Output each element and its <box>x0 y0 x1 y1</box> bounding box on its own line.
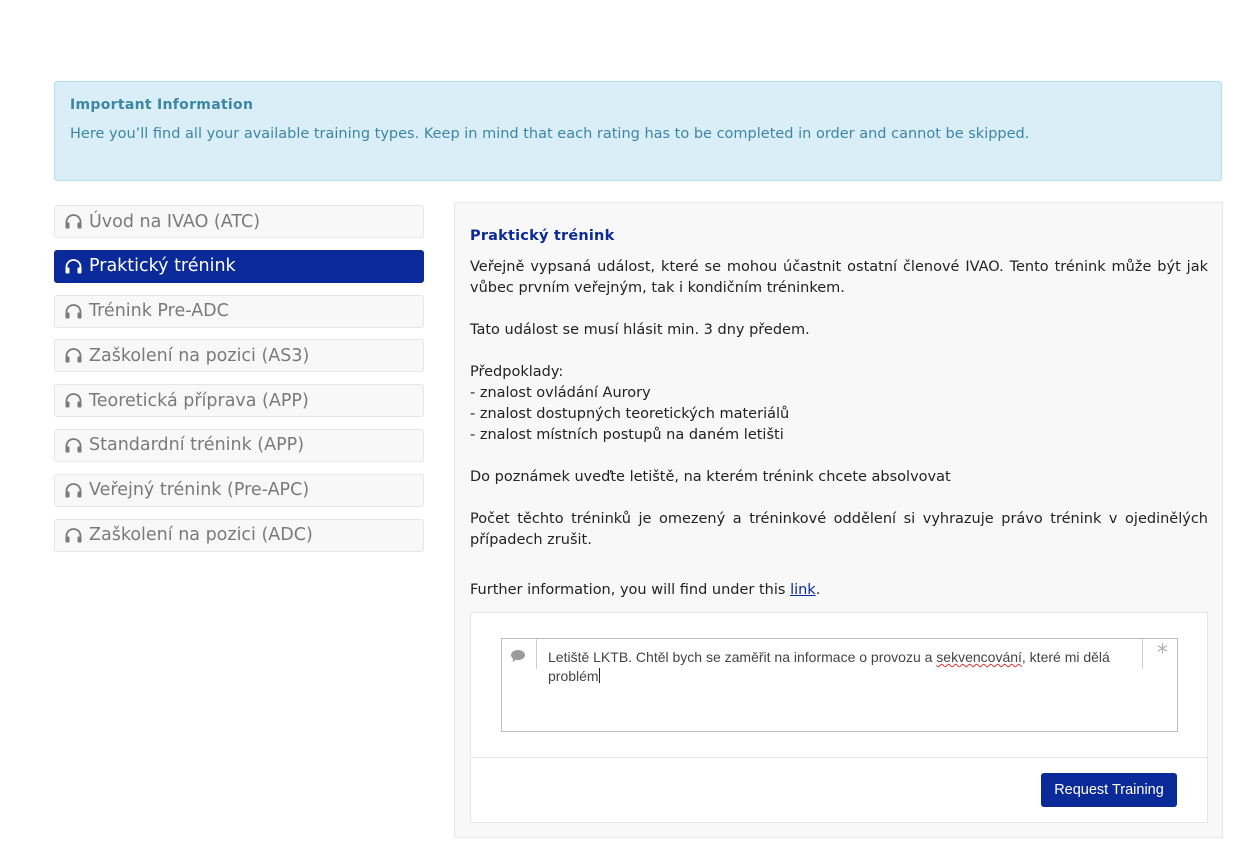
note-text <box>548 648 1134 686</box>
sidebar-item-standardni-app[interactable] <box>54 429 424 462</box>
misspelled-word: sekvencování <box>936 649 1022 665</box>
request-form <box>470 612 1208 823</box>
sidebar-item-label: Úvod na IVAO (ATC) <box>89 211 261 232</box>
sidebar-item-adc[interactable] <box>54 519 424 552</box>
comment-icon <box>510 648 526 662</box>
sidebar-item-label: Zaškolení na pozici (AS3) <box>89 345 310 366</box>
sidebar-item-uvod-atc[interactable] <box>54 205 424 238</box>
sidebar-item-label: Praktický trénink <box>89 256 236 277</box>
further-end: . <box>815 582 821 598</box>
description-paragraph: Tato událost se musí hlásit min. 3 dny předem. <box>470 322 810 338</box>
form-divider <box>471 757 1207 758</box>
headphones-icon <box>65 348 82 363</box>
note-separator <box>536 639 537 669</box>
prerequisite-item: - znalost místních postupů na daném letišti <box>470 427 784 443</box>
headphones-icon <box>65 483 82 498</box>
alert-text: Here you’ll find all your available training types. Keep in mind that each rating has to be completed in order and cannot be skipped. <box>70 126 1030 142</box>
prerequisite-item: - znalost dostupných teoretických materiálů <box>470 406 790 422</box>
further-information <box>470 582 820 598</box>
description-paragraph: Počet těchto tréninků je omezený a tréninkové oddělení si vyhrazuje právo trénink v ojedinělých případech zrušit. <box>470 511 1208 548</box>
sidebar-item-as3[interactable] <box>54 339 424 372</box>
training-description <box>470 257 1208 551</box>
note-text-part: , které mi dělá problém <box>548 649 1110 684</box>
sidebar-item-label: Veřejný trénink (Pre-APC) <box>89 480 310 501</box>
headphones-icon <box>65 214 82 229</box>
headphones-icon <box>65 528 82 543</box>
sidebar-item-teoreticka-app[interactable] <box>54 384 424 417</box>
headphones-icon <box>65 304 82 319</box>
request-training-button[interactable]: Request Training <box>1041 773 1177 807</box>
note-textarea[interactable] <box>501 638 1178 732</box>
sidebar-item-prakticky-trenink[interactable] <box>54 250 424 283</box>
further-info-link[interactable]: link <box>790 582 816 598</box>
sidebar-item-label: Trénink Pre-ADC <box>89 301 229 322</box>
sidebar-item-label: Standardní trénink (APP) <box>89 435 305 456</box>
headphones-icon <box>65 259 82 274</box>
description-paragraph: Veřejně vypsaná událost, které se mohou účastnit ostatní členové IVAO. Tento trénink může být jak vůbec prvním veřejným, tak i kondičním tréninkem. <box>470 259 1208 296</box>
prerequisites-heading: Předpoklady: <box>470 364 564 380</box>
required-asterisk-icon: * <box>1157 641 1168 666</box>
sidebar-item-pre-adc[interactable] <box>54 295 424 328</box>
text-caret <box>599 668 600 683</box>
important-info-alert <box>54 81 1222 181</box>
training-detail-panel <box>454 202 1223 838</box>
training-title: Praktický trénink <box>470 228 615 244</box>
prerequisite-item: - znalost ovládání Aurory <box>470 385 651 401</box>
headphones-icon <box>65 393 82 408</box>
sidebar-item-verejny-pre-apc[interactable] <box>54 474 424 507</box>
headphones-icon <box>65 438 82 453</box>
description-paragraph: Do poznámek uveďte letiště, na kterém trénink chcete absolvovat <box>470 469 951 485</box>
alert-title: Important Information <box>70 97 254 113</box>
training-type-list <box>54 205 424 563</box>
further-text: Further information, you will find under this <box>470 582 786 598</box>
note-separator <box>1142 639 1143 669</box>
note-text-part: Letiště LKTB. Chtěl bych se zaměřit na informace o provozu a <box>548 649 937 665</box>
sidebar-item-label: Zaškolení na pozici (ADC) <box>89 525 313 546</box>
sidebar-item-label: Teoretická příprava (APP) <box>89 390 309 411</box>
